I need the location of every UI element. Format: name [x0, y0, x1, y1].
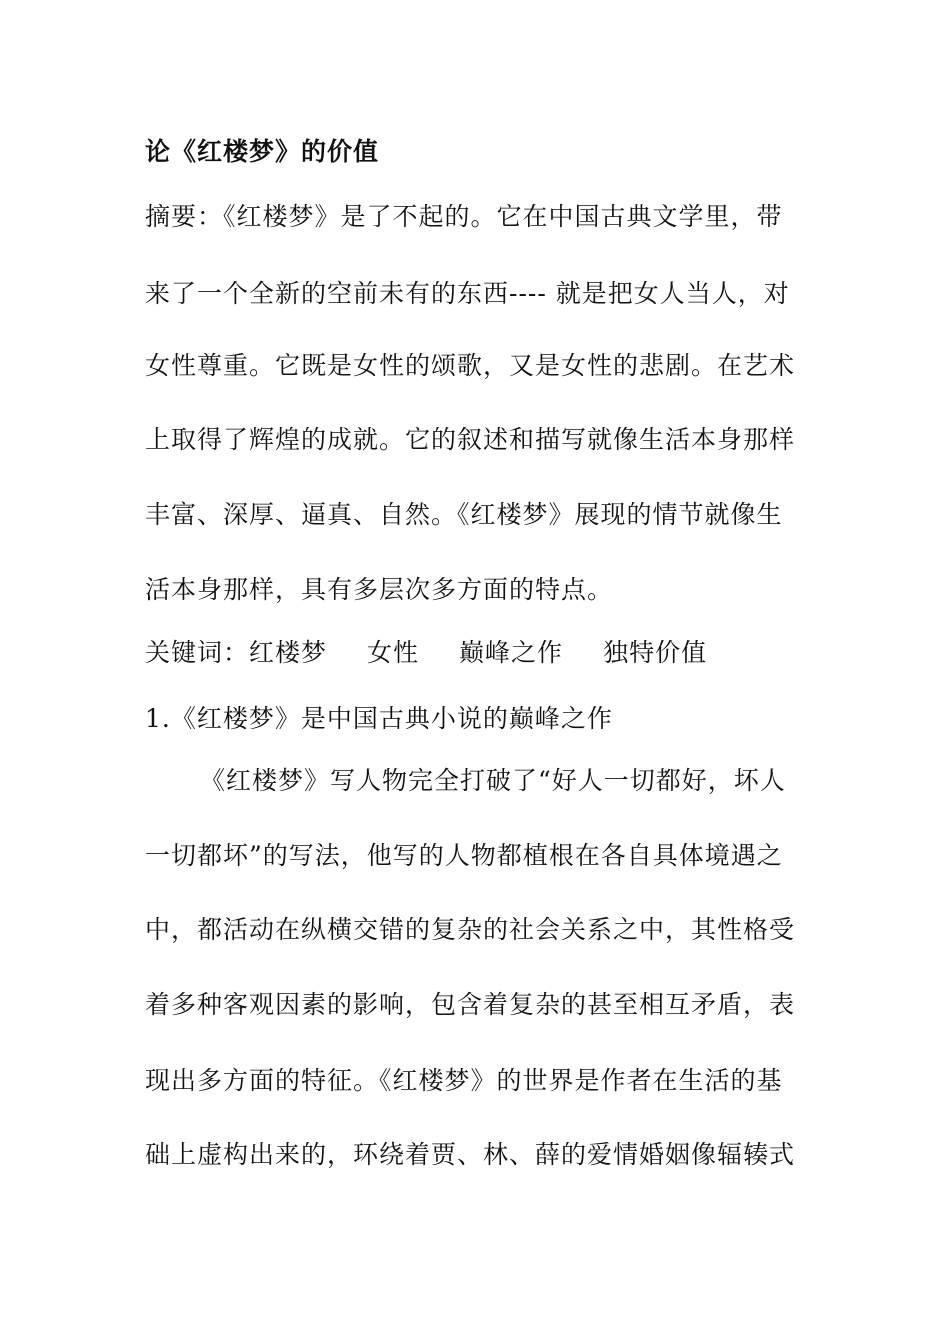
- body-line: 中，都活动在纵横交错的复杂的社会关系之中，其性格受: [145, 915, 796, 944]
- document-title: 论《红楼梦》的价值: [145, 137, 380, 166]
- keyword-item: 巅峰之作: [459, 638, 564, 667]
- keywords-label: 关键词：: [145, 638, 250, 667]
- keywords-line: [145, 638, 707, 668]
- section-heading: 1.《红楼梦》是中国古典小说的巅峰之作: [145, 704, 613, 733]
- body-line: 现出多方面的特征。《红楼梦》的世界是作者在生活的基: [145, 1066, 783, 1095]
- abstract-line: 丰富、深厚、逼真、自然。《红楼梦》展现的情节就像生: [145, 500, 783, 529]
- body-line: 础上虚构出来的，环绕着贾、林、薛的爱情婚姻像辐辏式: [145, 1140, 796, 1169]
- abstract-line: 来了一个全新的空前未有的东西---- 就是把女人当人，对: [145, 279, 790, 308]
- keyword-item: 红楼梦: [249, 638, 328, 667]
- body-line: 《红楼梦》写人物完全打破了“好人一切都好，坏人: [200, 766, 786, 795]
- abstract-line: 上取得了辉煌的成就。它的叙述和描写就像生活本身那样: [145, 425, 796, 454]
- abstract-line: 活本身那样，具有多层次多方面的特点。: [145, 575, 614, 604]
- body-line: 着多种客观因素的影响，包含着复杂的甚至相互矛盾，表: [145, 990, 796, 1019]
- keyword-item: 独特价值: [603, 638, 708, 667]
- abstract-line: 女性尊重。它既是女性的颂歌，又是女性的悲剧。在艺术: [145, 351, 796, 380]
- body-line: 一切都坏”的写法，他写的人物都植根在各自具体境遇之: [145, 841, 783, 870]
- keyword-item: 女性: [367, 638, 420, 667]
- abstract-line: 摘要：《红楼梦》是了不起的。它在中国古典文学里，带: [145, 202, 783, 231]
